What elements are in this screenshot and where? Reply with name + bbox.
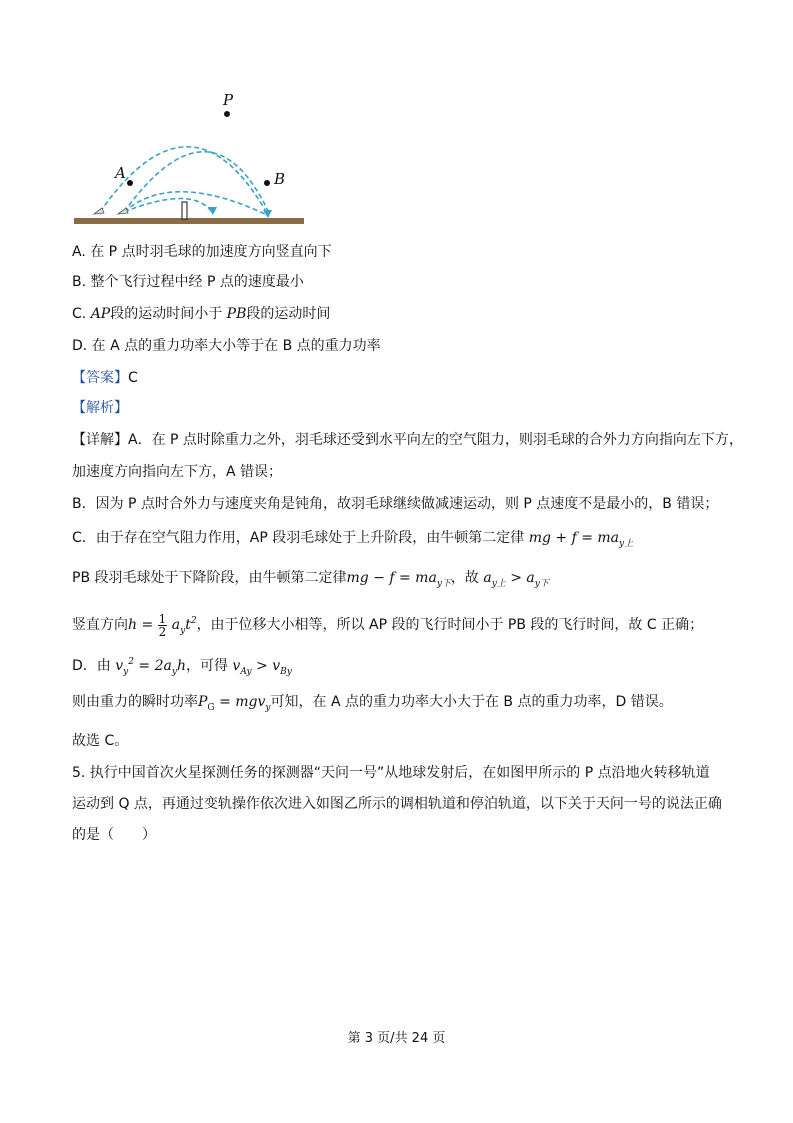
answer-value: C	[128, 370, 138, 386]
trajectory-figure	[72, 90, 332, 230]
detail-d-text2-suffix: 可知，在 A 点的重力功率大小大于在 B 点的重力功率，D 错误。	[270, 694, 673, 710]
equation-displacement: h = $\frac{1}{2}$ $a_yt^2$	[128, 611, 197, 639]
detail-c-line1	[72, 528, 633, 554]
detail-c-text2: PB 段羽毛球处于下降阶段，由牛顿第二定律	[72, 570, 347, 586]
answer-line	[72, 368, 138, 388]
detail-c-line2	[72, 568, 549, 594]
detail-c-text1: C．由于存在空气阻力作用，AP 段羽毛球处于上升阶段，由牛顿第二定律	[72, 530, 525, 546]
equation-newton-down: mg − $f = ma_{y下}$	[346, 570, 451, 589]
detail-a-line1: 【详解】A．在 P 点时除重力之外，羽毛球还受到水平向左的空气阻力，则羽毛球的合外力方向指向左下方，	[72, 432, 743, 448]
trajectory-low	[124, 192, 267, 215]
detail-d-line1	[72, 652, 292, 682]
segment-ap: AP	[90, 306, 111, 322]
equation-newton-up: mg + $f = ma_{y上}$	[528, 530, 634, 549]
detail-d-text1-mid: ，可得	[185, 658, 228, 674]
option-c-mid: 段的运动时间小于	[110, 306, 227, 322]
question5-line1: 5. 执行中国首次火星探测任务的探测器“天问一号”从地球发射后，在如图甲所示的 P 点沿地火转移轨道	[72, 765, 710, 781]
shuttlecock-1	[94, 208, 104, 214]
detail-a-line2: 加速度方向指向左下方，A 错误；	[72, 464, 283, 480]
detail-d-line2	[72, 692, 673, 718]
inequality-accel: $a_{y上} > a_{y下}$	[478, 570, 549, 589]
page-footer: 第 3 页/共 24 页	[347, 1031, 446, 1046]
shuttlecock-2	[118, 208, 128, 214]
point-b	[264, 180, 270, 186]
option-c-suffix: 段的运动时间	[246, 306, 331, 322]
option-d: D. 在 A 点的重力功率大小等于在 B 点的重力功率	[72, 338, 381, 354]
option-b: B. 整个飞行过程中经 P 点的速度最小	[72, 274, 304, 290]
inequality-velocity: $v_{Ay} > v_{By}$	[227, 658, 292, 677]
detail-c-text2-mid: ，故	[450, 570, 479, 586]
trajectory-short	[124, 199, 212, 213]
detail-c-line3	[72, 608, 703, 644]
label-a: A	[115, 164, 126, 182]
ground	[74, 218, 304, 224]
point-a	[127, 180, 133, 186]
segment-pb: PB	[226, 306, 247, 322]
equation-velocity: $v_y^2 = 2a_yh$	[110, 657, 186, 677]
answer-label: 【答案】	[72, 370, 128, 386]
detail-d-text1-prefix: D．由	[72, 658, 111, 674]
label-b: B	[274, 170, 286, 188]
conclusion: 故选 C。	[72, 733, 129, 749]
detail-b-line: B．因为 P 点时合外力与速度夹角是钝角，故羽毛球继续做减速运动，则 P 点速度不是最小的，B 错误；	[72, 496, 719, 512]
analysis-label: 【解析】	[72, 400, 128, 416]
net-post	[182, 202, 187, 219]
option-a: A. 在 P 点时羽毛球的加速度方向竖直向下	[72, 244, 332, 260]
question5-line3: 的是（ ）	[72, 827, 156, 843]
detail-c-text3-suffix: ，由于位移大小相等，所以 AP 段的飞行时间小于 PB 段的飞行时间，故 C 正确；	[196, 617, 704, 633]
detail-d-text2-prefix: 则由重力的瞬时功率	[72, 694, 198, 710]
label-p: P	[223, 91, 234, 109]
option-c	[72, 304, 330, 324]
equation-power: $P_G = mgv_y$	[198, 694, 271, 713]
arrow-head-2	[208, 207, 217, 215]
question5-line2: 运动到 Q 点，再通过变轨操作依次进入如图乙所示的调相轨道和停泊轨道，以下关于天问一号的说法正确	[72, 796, 722, 812]
point-p	[224, 111, 230, 117]
detail-c-text3-prefix: 竖直方向	[72, 617, 128, 633]
option-c-prefix: C.	[72, 306, 91, 322]
